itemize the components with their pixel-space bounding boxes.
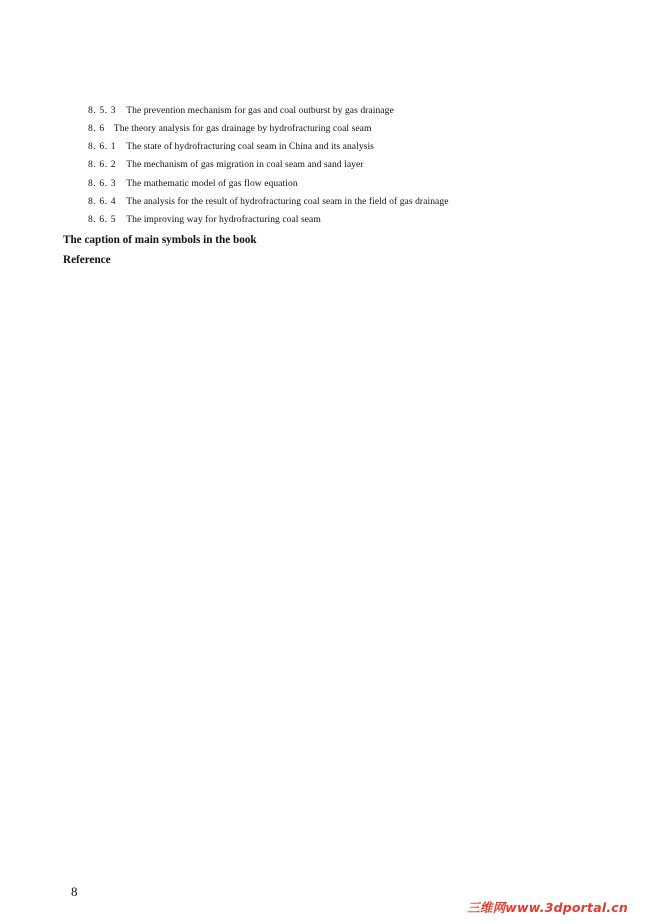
toc-entry-title: The theory analysis for gas drainage by hydrofracturing coal seam: [113, 123, 372, 134]
toc-entry-number: 8. 5. 3: [88, 105, 117, 116]
toc-entry-number: 8. 6. 3: [88, 178, 117, 189]
toc-entry-title: The improving way for hydrofracturing coal seam: [126, 214, 321, 225]
toc-entry-8-5-3: [88, 105, 394, 117]
toc-entry-number: 8. 6. 2: [88, 159, 117, 170]
toc-entry-title: The prevention mechanism for gas and coal outburst by gas drainage: [126, 105, 394, 116]
toc-entry-8-6-5: [88, 214, 321, 226]
toc-entry-title: The mechanism of gas migration in coal seam and sand layer: [126, 159, 364, 170]
toc-entry-number: 8. 6. 5: [88, 214, 117, 225]
page-number: 8: [71, 884, 78, 899]
toc-caption-of-symbols: The caption of main symbols in the book: [63, 234, 257, 246]
toc-entry-8-6: [88, 123, 371, 135]
toc-entry-title: The mathematic model of gas flow equation: [126, 178, 298, 189]
toc-entry-8-6-4: [88, 196, 449, 208]
toc-entry-8-6-2: [88, 159, 364, 171]
toc-entry-title: The state of hydrofracturing coal seam in China and its analysis: [126, 141, 374, 152]
toc-entry-8-6-3: [88, 178, 298, 190]
toc-entry-number: 8. 6. 1: [88, 141, 117, 152]
watermark: 三维网www.3dportal.cn: [467, 900, 628, 915]
toc-entry-number: 8. 6: [88, 123, 105, 134]
toc-entry-title: The analysis for the result of hydrofracturing coal seam in the field of gas drainage: [126, 196, 449, 207]
toc-reference: Reference: [63, 254, 111, 266]
toc-entry-number: 8. 6. 4: [88, 196, 117, 207]
toc-entry-8-6-1: [88, 141, 374, 153]
